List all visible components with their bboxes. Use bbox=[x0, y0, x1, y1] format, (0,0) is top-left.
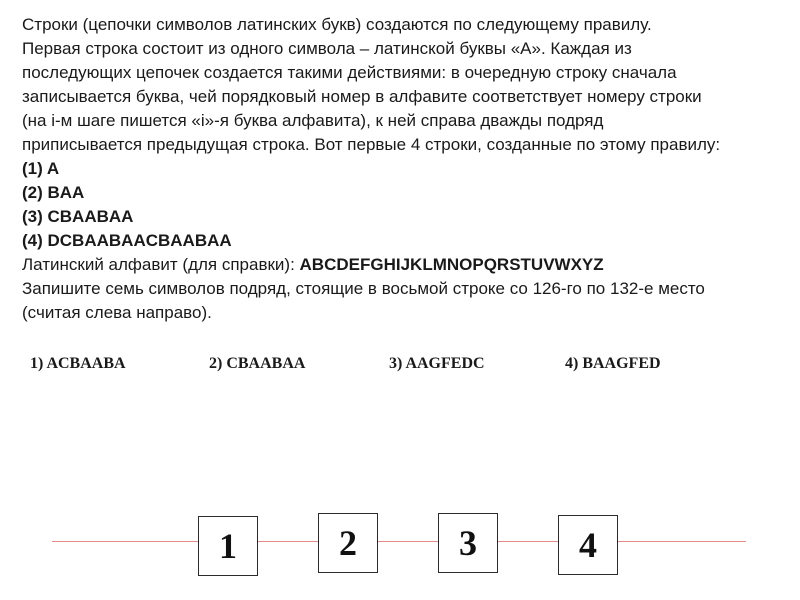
answer-option-3: 3) AAGFEDC bbox=[389, 355, 485, 372]
task-line: (на i-м шаге пишется «i»-я буква алфавита), к ней справа дважды подряд bbox=[22, 111, 604, 130]
task-line: Строки (цепочки символов латинских букв) создаются по следующему правилу. bbox=[22, 15, 652, 34]
choice-button-4[interactable]: 4 bbox=[558, 515, 618, 575]
question-line: (считая слева направо). bbox=[22, 303, 212, 322]
example-row: (1) A bbox=[22, 159, 60, 178]
alphabet-line bbox=[22, 253, 792, 277]
alphabet: ABCDEFGHIJKLMNOPQRSTUVWXYZ bbox=[299, 255, 604, 274]
answer-option-1: 1) ACBAABA bbox=[30, 355, 126, 372]
example-row: (4) DCBAABAACBAABAA bbox=[22, 231, 232, 250]
choice-button-3[interactable]: 3 bbox=[438, 513, 498, 573]
task-text bbox=[22, 13, 792, 325]
question-line: Запишите семь символов подряд, стоящие в восьмой строке со 126-го по 132-е место bbox=[22, 279, 705, 298]
task-line: приписывается предыдущая строка. Вот первые 4 строки, созданные по этому правилу: bbox=[22, 135, 721, 154]
choice-button-2[interactable]: 2 bbox=[318, 513, 378, 573]
alphabet-label: Латинский алфавит (для справки): bbox=[22, 255, 300, 274]
example-row: (3) CBAABAA bbox=[22, 207, 134, 226]
example-row: (2) BAA bbox=[22, 183, 85, 202]
task-line: последующих цепочек создается такими действиями: в очередную строку сначала bbox=[22, 63, 677, 82]
answer-option-4: 4) BAAGFED bbox=[565, 355, 661, 372]
choice-button-1[interactable]: 1 bbox=[198, 516, 258, 576]
connector-line bbox=[52, 541, 746, 542]
task-line: Первая строка состоит из одного символа – латинской буквы «A». Каждая из bbox=[22, 39, 632, 58]
answer-option-2: 2) CBAABAA bbox=[209, 355, 306, 372]
task-line: записывается буква, чей порядковый номер в алфавите соответствует номеру строки bbox=[22, 87, 702, 106]
